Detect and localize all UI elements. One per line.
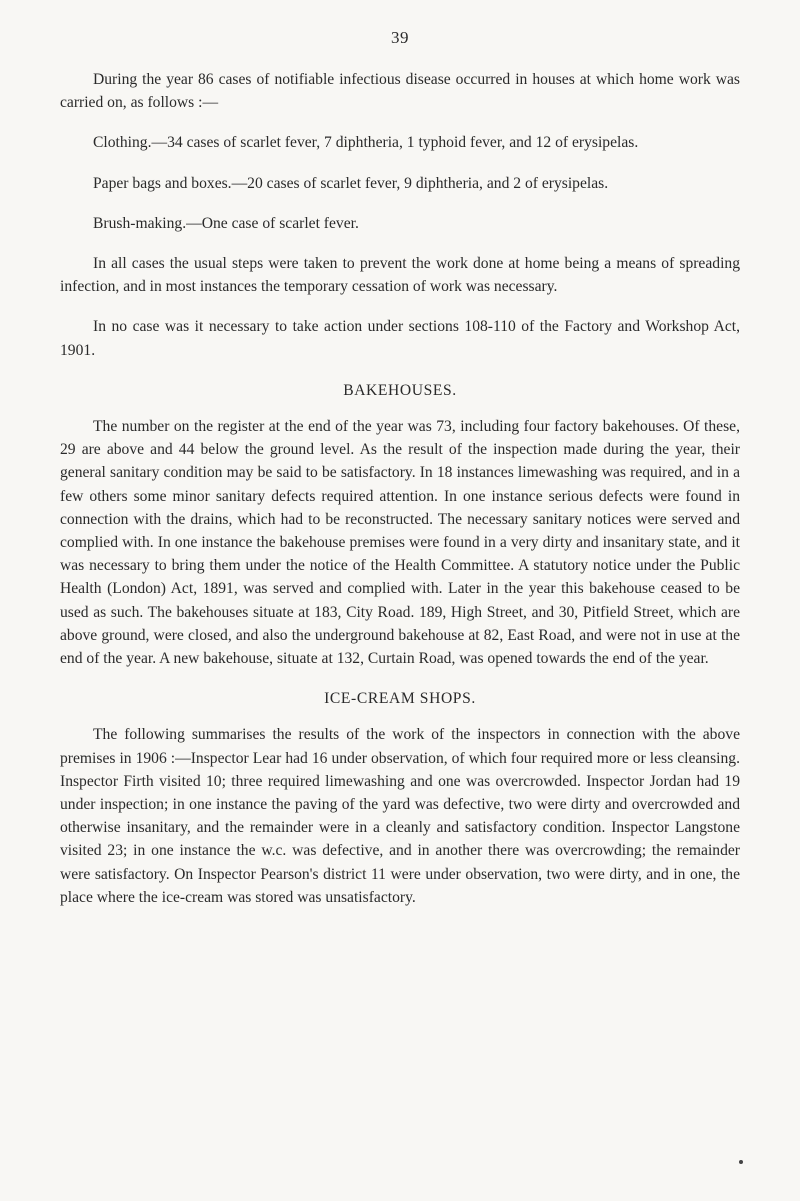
precautions-paragraph: In all cases the usual steps were taken to prevent the work done at home being a means of spreading infection, and in most instances the temporary cessation of work was necessary. [60,255,740,296]
page-body [60,68,740,926]
bakehouses-paragraph: The number on the register at the end of the year was 73, including four factory bakehouses. Of these, 29 are above and 44 below the ground level. As the result of the inspection made during the year, their general sanitary condition may be said to be satisfactory. In 18 instances limewashing was required, and in a few others some minor sanitary defects required attention. In one instance serious defects were found in connection with the drains, which had to be reconstructed. The necessary sanitary notices were served and complied with. In one instance the bakehouse premises were found in a very dirty and insanitary state, and it was necessary to bring them under the notice of the Health Committee. A statutory notice under the Public Health (London) Act, 1891, was served and complied with. Later in the year this bakehouse ceased to be used as such. The bakehouses situate at 183, City Road. 189, High Street, and 30, Pitfield Street, which are above ground, were closed, and also the underground bakehouse at 82, East Road, and were not in use at the end of the year. A new bakehouse, situate at 132, Curtain Road, was opened towards the end of the year. [60,418,740,668]
ice-cream-paragraph: The following summarises the results of the work of the inspectors in connection with the above premises in 1906 :—Inspector Lear had 16 under observation, of which four required more or less cleansing. Inspector Firth visited 10; three required limewashing and one was overcrowded. Inspector Jordan had 19 under inspection; in one instance the paving of the yard was defective, two were dirty and overcrowded and otherwise insanitary, and the remainder were in a cleanly and satisfactory condition. Inspector Langstone visited 23; in one instance the w.c. was defective, and in another there was overcrowding; the remainder were satisfactory. On Inspector Pearson's district 11 were under observation, two were dirty, and in one, the place where the ice-cream was stored was unsatisfactory. [60,726,740,906]
page-number: 39 [391,28,409,47]
page-mark [739,1160,743,1164]
paper-bags-paragraph: Paper bags and boxes.—20 cases of scarlet fever, 9 diphtheria, and 2 of erysipelas. [93,174,609,192]
intro-paragraph: During the year 86 cases of notifiable infectious disease occurred in houses at which home work was carried on, as follows :— [60,71,740,112]
factory-act-paragraph: In no case was it necessary to take action under sections 108-110 of the Factory and Workshop Act, 1901. [60,318,740,359]
clothing-paragraph: Clothing.—34 cases of scarlet fever, 7 diphtheria, 1 typhoid fever, and 12 of erysipelas. [93,134,639,152]
bakehouses-heading: BAKEHOUSES. [343,381,457,399]
brush-making-paragraph: Brush-making.—One case of scarlet fever. [93,214,359,232]
ice-cream-heading: ICE-CREAM SHOPS. [324,690,476,708]
